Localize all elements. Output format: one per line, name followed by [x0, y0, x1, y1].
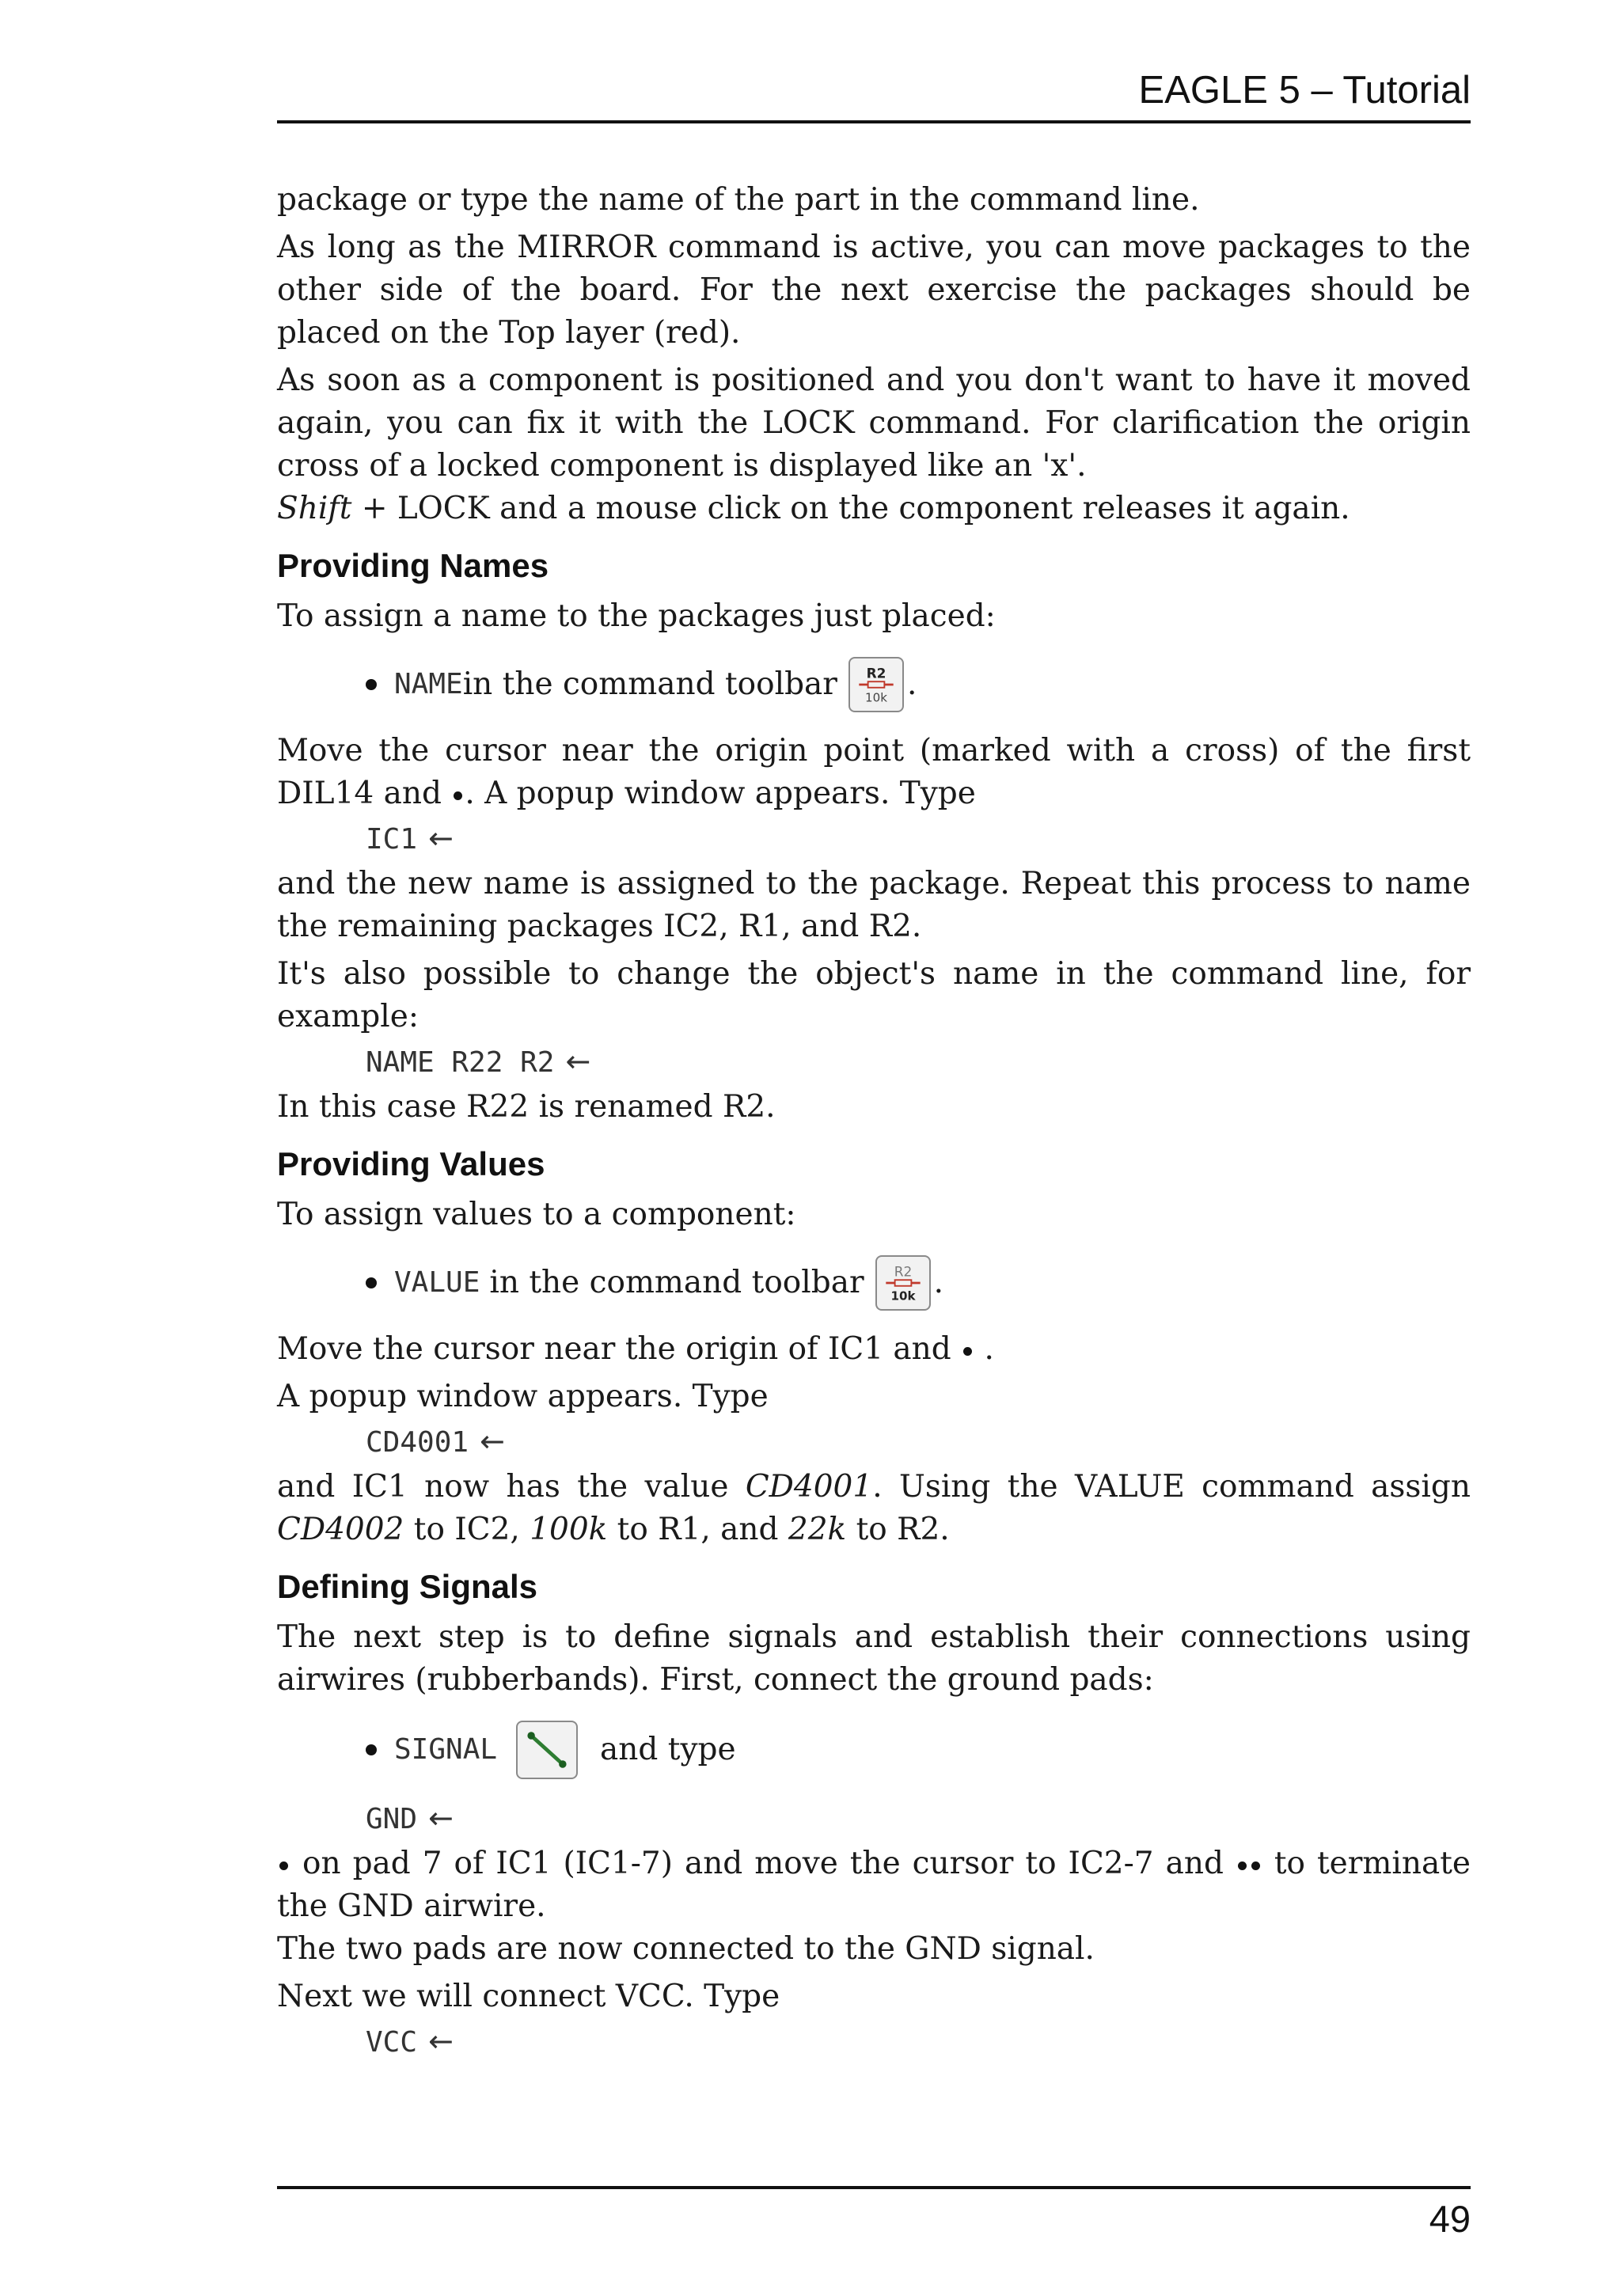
header-rule — [277, 120, 1471, 123]
values-bullet — [366, 1255, 1471, 1311]
names-paragraph-3: and the new name is assigned to the package. Repeat this process to name the remaining packages IC2, R1, and R2. — [277, 866, 1471, 944]
names-bullet — [366, 657, 1471, 712]
names-paragraph-1: To assign a name to the packages just placed: — [277, 598, 996, 634]
signals-paragraph-3: The two pads are now connected to the GND signal. — [277, 1931, 1095, 1967]
values-paragraph-3: A popup window appears. Type — [277, 1379, 769, 1414]
values-paragraph-2 — [277, 1328, 1471, 1371]
values-bullet-end: . — [933, 1265, 944, 1300]
code-line-ic1 — [366, 817, 1471, 861]
names-bullet-end: . — [906, 666, 917, 702]
section-heading-values: Providing Values — [277, 1145, 545, 1182]
value-tool-label-top: R2 — [894, 1264, 912, 1281]
name-command: NAME — [394, 668, 463, 700]
page-number: 49 — [1429, 2198, 1471, 2240]
value-22k: 22k — [788, 1512, 847, 1547]
values-p4e: to R2. — [846, 1512, 950, 1547]
name-tool-label-top: R2 — [866, 666, 886, 682]
signals-paragraph-2a: on pad 7 of IC1 (IC1-7) and move the cursor to IC2-7 and — [290, 1846, 1236, 1881]
names-paragraph-2a: Move the cursor near the origin point (marked with a cross) of the first DIL14 and — [277, 733, 1471, 811]
shift-key-text: Shift — [277, 491, 352, 526]
values-paragraph-4 — [277, 1466, 1471, 1551]
signals-bullet-text: and type — [600, 1732, 736, 1767]
bullet-dot-icon — [366, 1744, 377, 1755]
code-line-vcc — [366, 2020, 1471, 2064]
signals-paragraph-1: The next step is to define signals and establish their connections using airwires (rubberbands). First, connect the ground pads: — [277, 1619, 1471, 1698]
values-paragraph-2b: . — [974, 1331, 994, 1367]
code-ic1: IC1 — [366, 823, 418, 856]
page — [277, 0, 1471, 2296]
page-body — [277, 179, 1471, 2066]
intro-paragraph-4 — [277, 488, 1471, 530]
section-heading-names: Providing Names — [277, 547, 549, 584]
name-tool-icon[interactable] — [848, 657, 904, 712]
code-line-name-r22 — [366, 1040, 1471, 1084]
values-p4d: to R1, and — [607, 1512, 788, 1547]
value-command: VALUE — [394, 1266, 480, 1299]
signals-paragraph-2b: to terminate the GND airwire. — [277, 1846, 1471, 1924]
footer-rule — [277, 2186, 1471, 2189]
signals-bullet — [366, 1721, 1471, 1779]
value-cd4001: CD4001 — [745, 1469, 873, 1505]
mouse-click-icon — [1251, 1861, 1260, 1870]
code-line-cd4001 — [366, 1420, 1471, 1464]
bullet-dot-icon — [366, 1277, 377, 1288]
value-tool-icon[interactable] — [875, 1255, 931, 1311]
mouse-click-icon — [963, 1347, 972, 1356]
names-paragraph-2 — [277, 730, 1471, 815]
value-tool-label-bottom: 10k — [890, 1288, 916, 1304]
names-paragraph-5: In this case R22 is renamed R2. — [277, 1089, 776, 1125]
value-100k: 100k — [530, 1512, 608, 1547]
values-p4c: to IC2, — [404, 1512, 530, 1547]
enter-arrow-icon: ← — [428, 821, 454, 856]
intro-paragraph-2: As long as the MIRROR command is active, you can move packages to the other side of the board. For the next exercise the packages should be placed on the Top layer (red). — [277, 230, 1471, 351]
enter-arrow-icon: ← — [565, 1044, 591, 1079]
names-bullet-text: in the command toolbar — [462, 666, 837, 702]
code-gnd: GND — [366, 1803, 418, 1835]
values-paragraph-1: To assign values to a component: — [277, 1197, 796, 1232]
mouse-click-icon — [1238, 1861, 1247, 1870]
code-cd4001: CD4001 — [366, 1426, 469, 1459]
intro-paragraph-1: package or type the name of the part in the command line. — [277, 182, 1200, 218]
section-heading-signals: Defining Signals — [277, 1568, 538, 1605]
name-tool-label-bottom: 10k — [864, 690, 887, 705]
values-p4b: . Using the VALUE command assign — [872, 1469, 1471, 1505]
values-paragraph-2a: Move the cursor near the origin of IC1 and — [277, 1331, 962, 1367]
page-header-title: EAGLE 5 – Tutorial — [1138, 69, 1471, 112]
mouse-click-icon — [279, 1861, 288, 1870]
signals-paragraph-2 — [277, 1842, 1471, 1928]
enter-arrow-icon: ← — [428, 2024, 454, 2059]
enter-arrow-icon: ← — [480, 1424, 505, 1459]
code-name-r22: NAME R22 R2 — [366, 1046, 555, 1079]
mouse-click-icon — [454, 791, 462, 800]
signals-paragraph-4: Next we will connect VCC. Type — [277, 1979, 780, 2014]
code-vcc: VCC — [366, 2026, 418, 2059]
code-line-gnd — [366, 1797, 1471, 1841]
values-bullet-text: in the command toolbar — [489, 1265, 864, 1300]
enter-arrow-icon: ← — [428, 1801, 454, 1835]
value-cd4002: CD4002 — [277, 1512, 404, 1547]
signal-tool-icon[interactable] — [516, 1721, 578, 1779]
bullet-dot-icon — [366, 679, 377, 690]
names-paragraph-2b: . A popup window appears. Type — [465, 776, 976, 811]
signal-command: SIGNAL — [394, 1733, 498, 1766]
intro-paragraph-4-rest: + LOCK and a mouse click on the component releases it again. — [351, 491, 1350, 526]
values-p4a: and IC1 now has the value — [277, 1469, 746, 1505]
intro-paragraph-3: As soon as a component is positioned and you don't want to have it moved again, you can fix it with the LOCK command. For clarification the origin cross of a locked component is displayed like an 'x'. — [277, 362, 1471, 484]
names-paragraph-4: It's also possible to change the object's name in the command line, for example: — [277, 956, 1471, 1034]
